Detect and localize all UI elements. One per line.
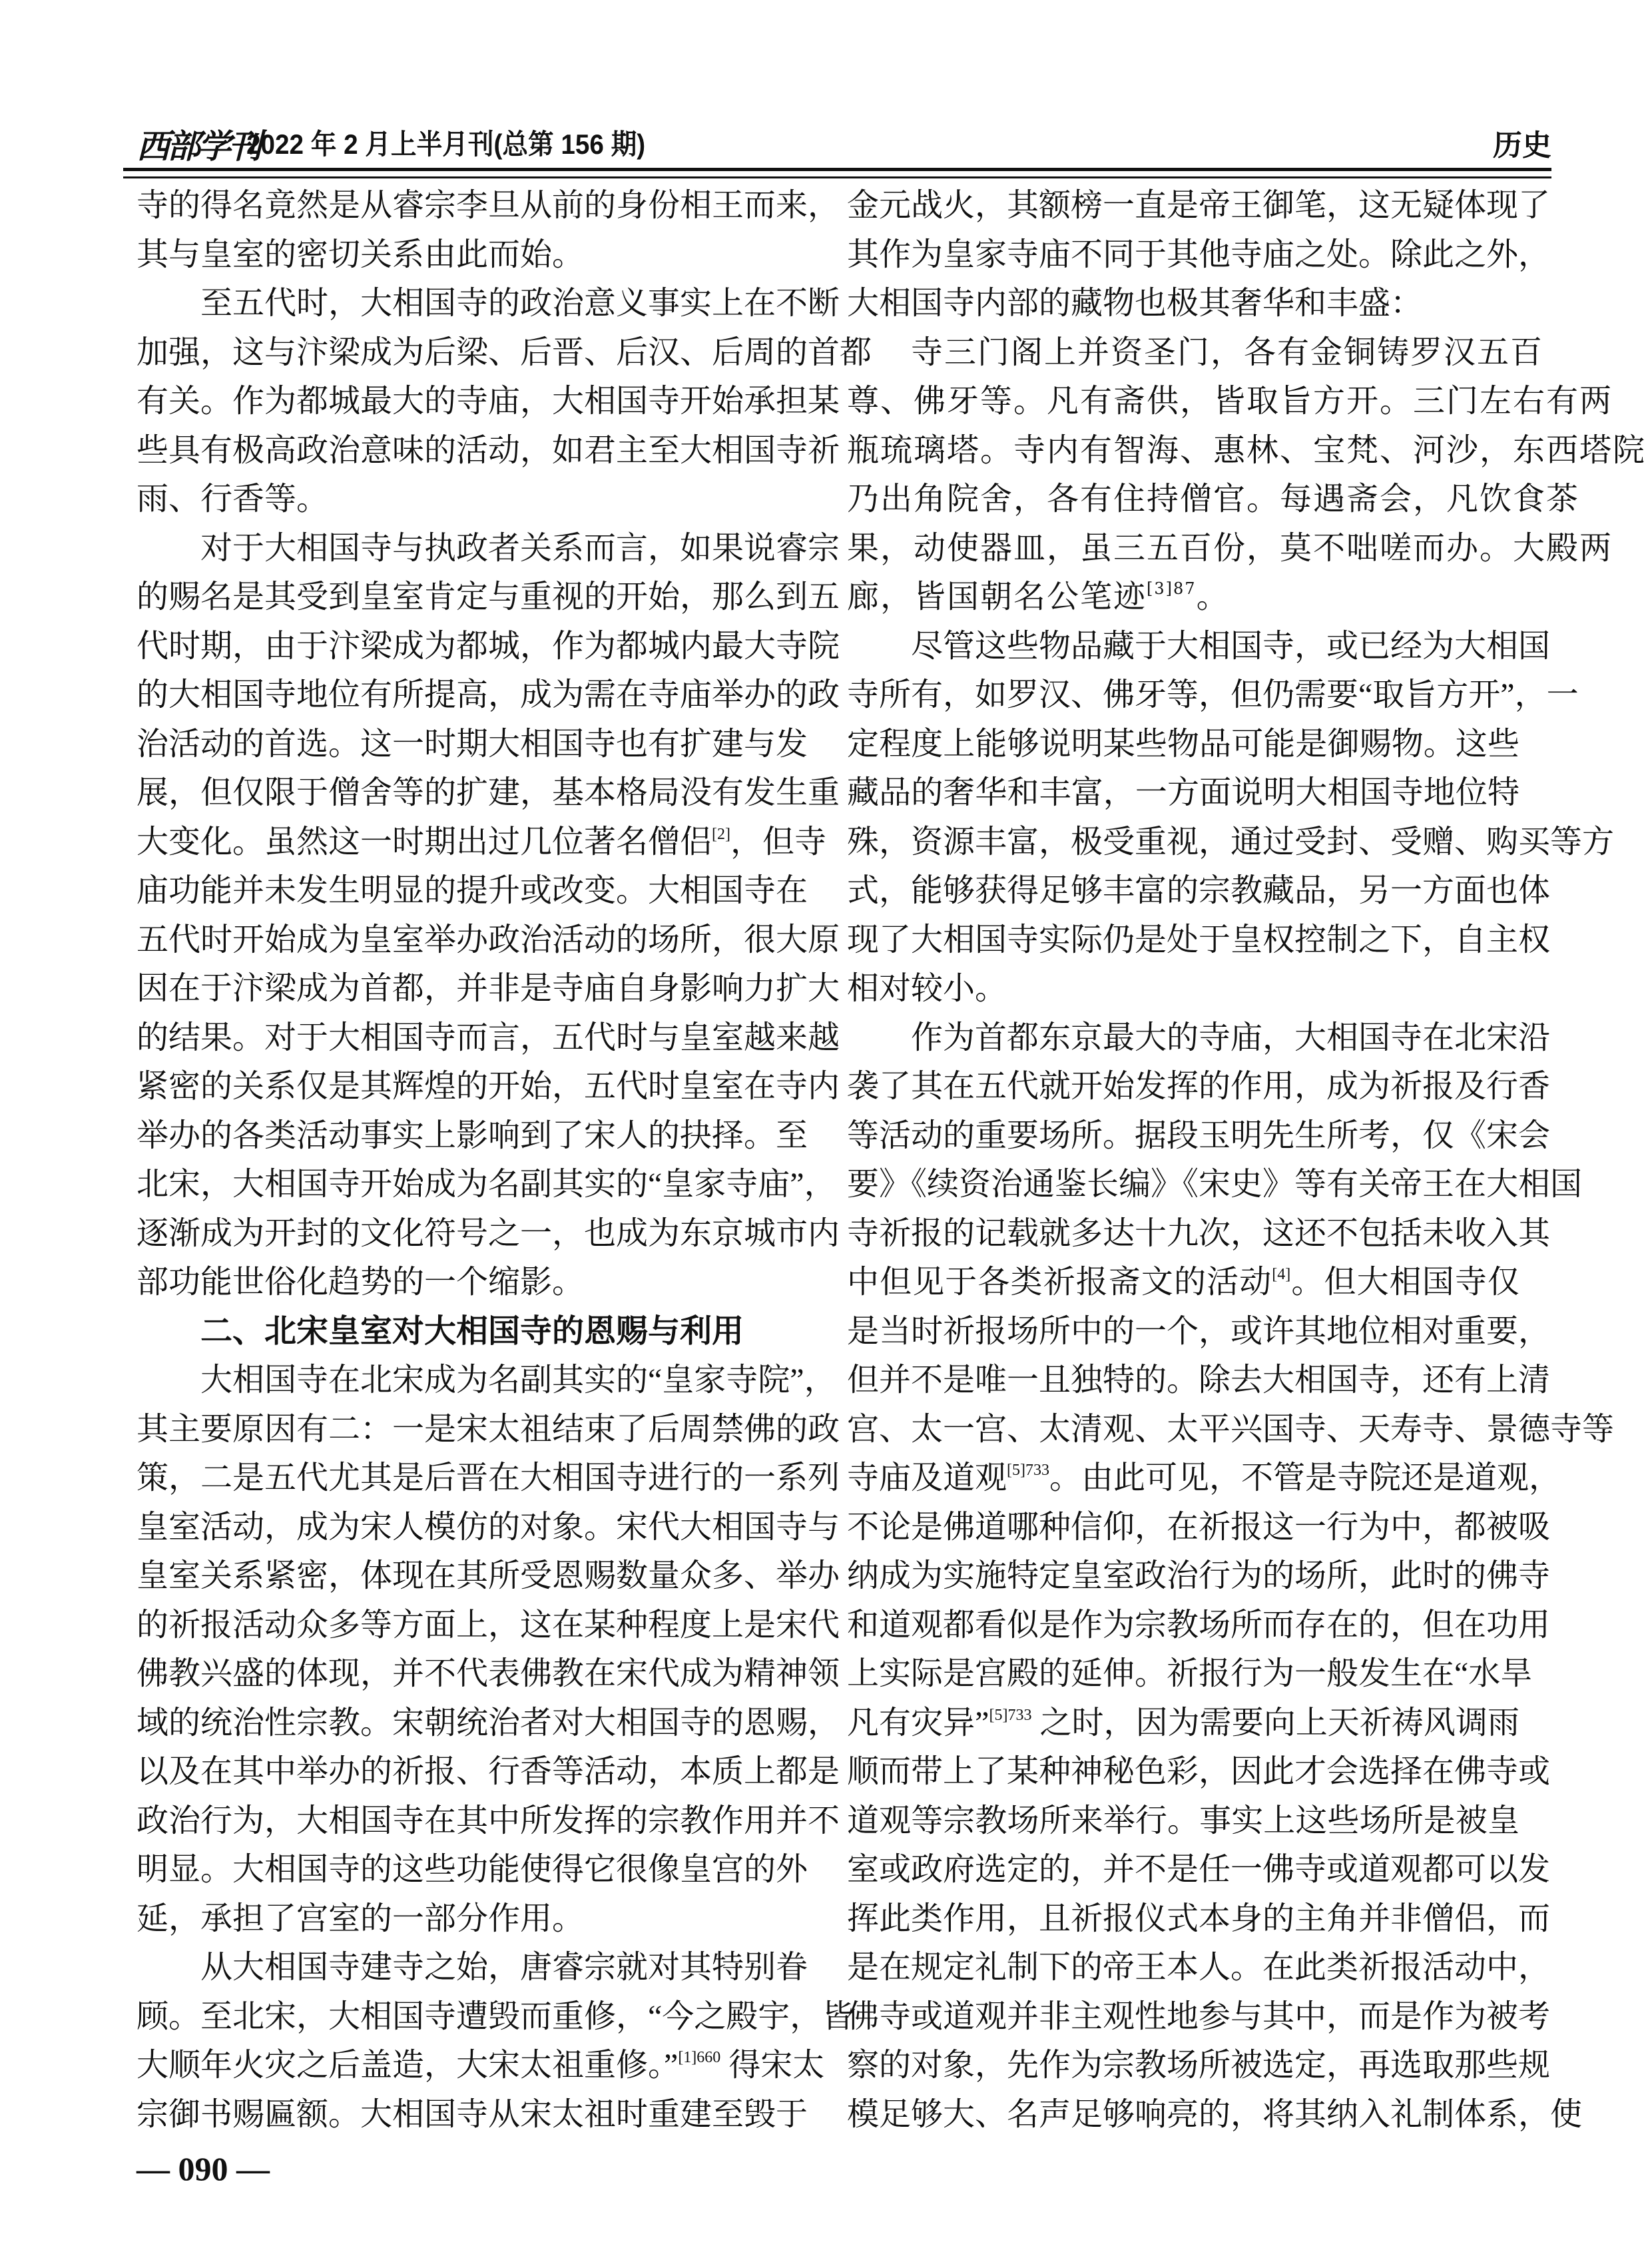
text-line: 治活动的首选。这一时期大相国寺也有扩建与发 [137,726,808,762]
text-segment: 得宋太 [720,2048,825,2083]
text-line: 因在于汴梁成为首都，并非是寺庙自身影响力扩大 [137,971,840,1006]
text-line: 庙功能并未发生明显的提升或改变。大相国寺在 [137,873,808,908]
header-rule-thin [123,176,1551,178]
text-line: 延，承担了宫室的一部分作用。 [137,1900,585,1936]
text-line: 是在规定礼制下的帝王本人。在此类祈报活动中， [847,1950,1551,1985]
text-line: 等活动的重要场所。据段玉明先生所考，仅《宋会 [847,1117,1551,1153]
page-number: — 090 — [137,2150,270,2187]
text-line: 其作为皇家寺庙不同于其他寺庙之处。除此之外， [847,236,1551,272]
text-line: 域的统治性宗教。宋朝统治者对大相国寺的恩赐， [137,1705,840,1741]
citation-superscript: [4] [1272,1266,1291,1283]
running-header [133,120,1551,165]
text-line: 的祈报活动众多等方面上，这在某种程度上是宋代 [137,1607,840,1643]
text-line [137,818,827,867]
text-line: 寺所有，如罗汉、佛牙等，但仍需要“取旨方开”，一 [847,677,1579,712]
text-line: 紧密的关系仅是其辉煌的开始，五代时皇室在寺内 [137,1069,840,1104]
text-line: 些具有极高政治意味的活动，如君主至大相国寺祈 [137,432,840,468]
text-line: 寺祈报的记载就多达十九次，这还不包括未收入其 [847,1215,1551,1251]
text-line: 顺而带上了某种神秘色彩，因此才会选择在佛寺或 [847,1754,1551,1789]
text-line: 政治行为，大相国寺在其中所发挥的宗教作用并不 [137,1803,840,1838]
text-line: 金元战火，其额榜一直是帝王御笔，这无疑体现了 [847,188,1551,223]
text-line: 皇室活动，成为宋人模仿的对象。宋代大相国寺与 [137,1509,840,1545]
text-line: 以及在其中举办的祈报、行香等活动，本质上都是 [137,1754,840,1789]
paragraph [137,279,872,524]
text-line: 部功能世俗化趋势的一个缩影。 [137,1264,585,1300]
text-line: 二、北宋皇室对大相国寺的恩赐与利用 [200,1313,744,1349]
text-line: 模足够大、名声足够响亮的，将其纳入礼制体系，使 [847,2096,1583,2132]
text-line: 北宋，大相国寺开始成为名副其实的“皇家寺庙”， [137,1167,836,1202]
text-line: 顾。至北宋，大相国寺遭毁而重修，“今之殿宇，皆 [137,1998,854,2034]
text-segment: 之时，因为需要向上天祈祷风调雨 [1031,1705,1519,1741]
citation-superscript: [1]660 [678,2049,721,2066]
text-line: 至五代时，大相国寺的政治意义事实上在不断 [200,286,840,321]
text-line: 大相国寺在北宋成为名副其实的“皇家寺院”， [200,1362,836,1398]
text-line: 的赐名是其受到皇室肯定与重视的开始，那么到五 [137,579,840,615]
text-segment: 。但大相国寺仅 [1290,1264,1519,1300]
text-line: 纳成为实施特定皇室政治行为的场所，此时的佛寺 [847,1558,1551,1593]
issue-info: 2022 年 2 月上半月刊(总第 156 期) [246,129,646,160]
paragraph [847,622,1615,1013]
citation-superscript: [3]87 [1147,579,1197,598]
text-line: 定程度上能够说明某些物品可能是御赐物。这些 [847,726,1519,762]
text-line: 的结果。对于大相国寺而言，五代时与皇室越来越 [137,1019,840,1055]
paragraph [137,181,840,279]
text-line: 但并不是唯一且独特的。除去大相国寺，还有上清 [847,1362,1551,1398]
text-line: 寺三门阁上并资圣门，各有金铜铸罗汉五百 [911,333,1544,371]
text-line: 现了大相国寺实际仍是处于皇权控制之下，自主权 [847,922,1551,958]
left-column [137,181,872,2139]
text-line: 殊，资源丰富，极受重视，通过受封、受赠、购买等方 [847,824,1615,860]
text-segment: 凡有灾异” [847,1705,989,1741]
citation-superscript: [5]733 [989,1706,1032,1724]
text-line: 皇室关系紧密，体现在其所受恩赐数量众多、举办 [137,1558,840,1593]
text-line: 瓶琉璃塔。寺内有智海、惠林、宝梵、河沙，东西塔院 [847,431,1647,469]
text-line: 宫、太一宫、太清观、太平兴国寺、天寿寺、景德寺等 [847,1411,1615,1447]
text-line: 果，动使器皿，虽三五百份，莫不咄嗟而办。大殿两 [847,529,1613,567]
text-segment: 大变化。虽然这一时期出过几位著名僧侣 [137,824,712,860]
text-line: 尽管这些物品藏于大相国寺，或已经为大相国 [911,628,1551,664]
text-line: 对于大相国寺与执政者关系而言，如果说睿宗 [200,530,840,566]
text-line: 展，但仅限于僧舍等的扩建，基本格局没有发生重 [137,775,840,810]
text-line: 举办的各类活动事实上影响到了宋人的抉择。至 [137,1117,808,1153]
right-column [847,181,1647,2139]
text-line: 佛教兴盛的体现，并不代表佛教在宋代成为精神领 [137,1656,840,1691]
section-label: 历史 [1493,129,1551,162]
text-line: 策，二是五代尤其是后晋在大相国寺进行的一系列 [137,1460,840,1496]
text-line [847,1454,1561,1503]
paragraph [137,1356,840,1943]
text-line: 藏品的奢华和丰富，一方面说明大相国寺地位特 [847,775,1519,810]
text-line [847,573,1519,622]
text-line: 雨、行香等。 [137,481,329,517]
text-segment: 廊，皆国朝名公笔迹 [847,578,1147,615]
text-line: 逐渐成为开封的文化符号之一，也成为东京城市内 [137,1215,840,1251]
text-line: 道观等宗教场所来举行。事实上这些场所是被皇 [847,1803,1519,1838]
text-segment: 寺庙及道观 [847,1460,1007,1496]
citation-superscript: [2] [712,825,730,843]
text-line [847,1699,1519,1748]
text-line: 上实际是宫殿的延伸。祈报行为一般发生在“水旱 [847,1656,1533,1691]
text-line: 寺的得名竟然是从睿宗李旦从前的身份相王而来， [137,188,840,223]
text-segment: 。 [1196,578,1230,615]
text-line [137,2041,825,2090]
text-line: 作为首都东京最大的寺庙，大相国寺在北宋沿 [911,1019,1551,1055]
text-segment: 大顺年火灾之后盖造，大宋太祖重修。” [137,2048,679,2083]
text-line: 相对较小。 [847,971,1007,1006]
text-segment: 。由此可见，不管是寺院还是道观， [1049,1460,1561,1496]
text-line: 不论是佛道哪种信仰，在祈报这一行为中，都被吸 [847,1509,1551,1545]
text-line: 和道观都看似是作为宗教场所而存在的，但在功用 [847,1607,1551,1643]
text-line: 其与皇室的密切关系由此而始。 [137,236,585,272]
paragraph [847,181,1551,328]
text-line: 袭了其在五代就开始发挥的作用，成为祈报及行香 [847,1069,1551,1104]
text-line: 其主要原因有二：一是宋太祖结束了后周禁佛的政 [137,1411,840,1447]
text-line: 挥此类作用，且祈报仪式本身的主角并非僧侣，而 [847,1900,1551,1936]
text-line: 尊、佛牙等。凡有斋供，皆取旨方开。三门左右有两 [847,382,1613,420]
text-line: 乃出角院舍，各有住持僧官。每遇斋会，凡饮食茶 [847,480,1580,517]
text-segment: ，但寺 [730,824,827,860]
text-line: 代时期，由于汴梁成为都城，作为都城内最大寺院 [137,628,840,664]
block-quote [847,328,1647,622]
text-line: 宗御书赐匾额。大相国寺从宋太祖时重建至毁于 [137,2096,808,2132]
text-line: 察的对象，先作为宗教场所被选定，再选取那些规 [847,2048,1551,2083]
text-line: 室或政府选定的，并不是任一佛寺或道观都可以发 [847,1852,1551,1887]
text-line: 从大相国寺建寺之始，唐睿宗就对其特别眷 [200,1950,808,1985]
header-rule-thick [123,168,1551,171]
text-line: 佛寺或道观并非主观性地参与其中，而是作为被考 [847,1998,1551,2034]
text-line: 加强，这与汴梁成为后梁、后晋、后汉、后周的首都 [137,334,872,370]
text-line: 五代时开始成为皇室举办政治活动的场所，很大原 [137,922,840,958]
text-line: 式，能够获得足够丰富的宗教藏品，另一方面也体 [847,873,1551,908]
journal-logo: 西部学刊 [137,128,259,165]
paragraph [137,1943,854,2139]
text-line: 有关。作为都城最大的寺庙，大相国寺开始承担某 [137,384,840,419]
paragraph [137,524,840,1307]
text-line: 是当时祈报场所中的一个，或许其地位相对重要， [847,1313,1551,1349]
text-line: 大相国寺内部的藏物也极其奢华和丰盛： [847,286,1423,321]
citation-superscript: [5]733 [1007,1462,1049,1479]
text-line: 要》《续资治通鉴长编》《宋史》等有关帝王在大相国 [847,1167,1583,1202]
paragraph [847,1013,1615,2139]
text-line: 明显。大相国寺的这些功能使得它很像皇宫的外 [137,1852,808,1887]
text-line [847,1258,1519,1307]
section-heading [137,1307,799,1356]
text-line: 的大相国寺地位有所提高，成为需在寺庙举办的政 [137,677,840,712]
text-segment: 中但见于各类祈报斋文的活动 [847,1264,1272,1300]
